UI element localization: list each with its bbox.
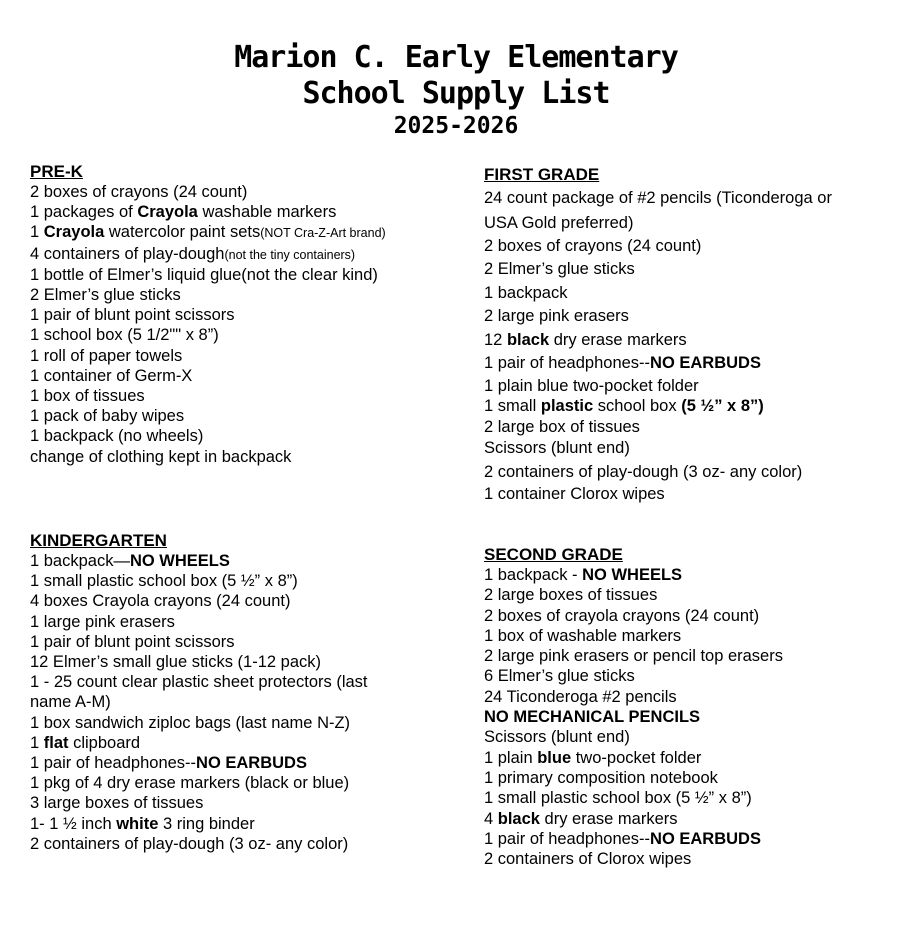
supply-item-emphasis: black	[506, 330, 550, 349]
supply-item	[30, 551, 368, 571]
supply-item-text: USA Gold preferred)	[484, 213, 634, 232]
supply-item-text: 2 Elmer’s glue sticks	[484, 260, 635, 278]
supply-item-text: 1 small plastic school box (5 ½” x 8”)	[484, 789, 752, 808]
supply-item-text: (NOT Cra-Z-Art brand)	[260, 226, 386, 241]
supply-item-text: 1 backpack	[484, 283, 568, 302]
supply-item-text: 2 boxes of crayola crayons (24 count)	[484, 606, 760, 625]
supply-item-text: 2 containers of play-dough (3 oz- any color)	[484, 462, 803, 481]
supply-item	[484, 606, 783, 626]
supply-item-text: 1 box of washable markers	[484, 626, 682, 645]
supply-item	[484, 687, 783, 707]
prek-heading: PRE-K	[30, 162, 83, 181]
supply-item-emphasis: NO WHEELS	[129, 552, 230, 570]
supply-item-text: two-pocket folder	[571, 748, 702, 767]
supply-item-text: 3 ring binder	[158, 814, 255, 833]
supply-item	[30, 202, 386, 222]
supply-item	[30, 612, 368, 632]
supply-item-text: 1 pair of headphones--	[484, 354, 651, 372]
kindergarten-heading: KINDERGARTEN	[30, 531, 167, 550]
supply-item-text: washable markers	[197, 203, 337, 222]
supply-item-emphasis: flat	[43, 733, 69, 752]
supply-item	[484, 305, 832, 329]
supply-item	[30, 346, 386, 366]
supply-item	[484, 646, 783, 666]
supply-item	[30, 632, 368, 652]
first-grade-supply-list	[484, 187, 832, 505]
supply-item-text: 1 box sandwich ziploc bags (last name N-Z)	[30, 713, 351, 732]
supply-item-text: 4	[484, 809, 498, 828]
supply-item	[30, 652, 368, 672]
supply-item-emphasis: plastic	[540, 397, 594, 415]
supply-item-emphasis: white	[116, 814, 159, 833]
supply-item	[30, 713, 368, 733]
supply-item-text: 1 box of tissues	[30, 387, 145, 406]
supply-item-text: 24 count package of #2 pencils (Ticonderoga or	[484, 189, 832, 207]
supply-item-text: 4 containers of play-dough	[30, 244, 225, 263]
supply-item-text: Scissors (blunt end)	[484, 439, 630, 457]
supply-item-text: 1	[30, 733, 44, 752]
second-grade-heading: SECOND GRADE	[484, 545, 623, 564]
supply-item-text: 1 primary composition notebook	[484, 768, 718, 787]
supply-item	[30, 244, 386, 265]
supply-item	[484, 809, 783, 829]
supply-item	[30, 814, 368, 834]
kindergarten-supply-list	[30, 551, 368, 854]
second-grade-supply-list	[484, 565, 783, 869]
supply-item	[30, 265, 386, 285]
prek-section	[30, 162, 386, 467]
supply-item-text: 1 backpack -	[484, 566, 583, 584]
supply-item-text: 1 pair of blunt point scissors	[30, 306, 235, 325]
supply-item-text: 2 boxes of crayons (24 count)	[30, 183, 248, 201]
school-name-title: Marion C. Early Elementary	[234, 40, 678, 75]
supply-item-emphasis: black	[497, 809, 540, 828]
supply-item-text: Scissors (blunt end)	[484, 728, 630, 747]
supply-item-text: 1 school box (5 1/2"" x 8”)	[30, 326, 219, 345]
document-title-block	[0, 40, 912, 140]
supply-item-text: (not the tiny containers)	[224, 247, 356, 262]
supply-item-text: 1 pkg of 4 dry erase markers (black or blue)	[30, 774, 350, 793]
supply-item	[30, 426, 386, 446]
kindergarten-section	[30, 531, 368, 854]
supply-item	[484, 768, 783, 788]
supply-item	[484, 707, 783, 727]
supply-item-text: 1 container of Germ-X	[30, 366, 193, 385]
supply-item-text: 1 - 25 count clear plastic sheet protectors (last	[30, 673, 368, 692]
supply-item-text: clipboard	[68, 733, 141, 752]
supply-item	[30, 591, 368, 611]
supply-item-text: 1 backpack—	[30, 552, 130, 570]
supply-item	[30, 447, 386, 467]
supply-item	[30, 325, 386, 345]
supply-item-text: 1 pair of headphones--	[484, 829, 651, 848]
supply-item-text: 1 large pink erasers	[30, 612, 175, 631]
supply-item	[484, 461, 832, 485]
supply-item	[484, 282, 832, 306]
supply-item	[484, 329, 832, 353]
supply-item-text: school box	[593, 397, 682, 415]
supply-item-text: 1 pack of baby wipes	[30, 407, 185, 426]
supply-item	[30, 285, 386, 305]
supply-item	[484, 211, 832, 235]
supply-item-emphasis: NO EARBUDS	[650, 829, 761, 848]
supply-item-text: 1 bottle of Elmer’s liquid glue(not the clear kind)	[30, 265, 378, 284]
supply-item-text: change of clothing kept in backpack	[30, 447, 292, 466]
prek-supply-list	[30, 182, 386, 467]
supply-item	[484, 484, 832, 505]
supply-item	[30, 753, 368, 773]
supply-item	[484, 235, 832, 259]
supply-item-text: 1 plain blue two-pocket folder	[484, 376, 699, 395]
supply-item-text: 3 large boxes of tissues	[30, 794, 204, 813]
supply-item	[484, 565, 783, 585]
supply-item	[30, 222, 386, 243]
supply-item	[30, 182, 386, 202]
supply-item-text: 2 Elmer’s glue sticks	[30, 286, 181, 305]
supply-item-text: 1 plain	[484, 748, 538, 767]
supply-item-text: 2 large pink erasers or pencil top erasers	[484, 647, 783, 666]
supply-item-emphasis: blue	[537, 748, 572, 767]
second-grade-section	[484, 545, 783, 869]
supply-item	[484, 376, 832, 397]
supply-item-text: watercolor paint sets	[104, 223, 261, 242]
supply-item-emphasis: Crayola	[43, 223, 105, 242]
supply-item	[484, 585, 783, 605]
supply-item-text: dry erase markers	[539, 809, 678, 828]
school-year: 2025-2026	[393, 113, 519, 139]
supply-item-emphasis: NO EARBUDS	[196, 754, 307, 773]
supply-item-text: 2 large box of tissues	[484, 417, 640, 436]
supply-item	[30, 386, 386, 406]
supply-item	[30, 692, 368, 712]
supply-item-emphasis: NO MECHANICAL PENCILS	[484, 708, 701, 727]
supply-item-text: 1 roll of paper towels	[30, 346, 183, 365]
supply-item	[484, 829, 783, 849]
supply-item-text: 1 backpack (no wheels)	[30, 427, 204, 446]
supply-item-text: 1 pair of blunt point scissors	[30, 632, 235, 651]
supply-item-text: 1 container Clorox wipes	[484, 485, 665, 503]
supply-item-emphasis: (5 ½” x 8”)	[681, 397, 764, 415]
supply-item	[30, 773, 368, 793]
supply-item	[484, 396, 832, 417]
supply-item	[484, 258, 832, 282]
supply-item-text: 6 Elmer’s glue sticks	[484, 667, 635, 686]
supply-item-text: 24 Ticonderoga #2 pencils	[484, 687, 677, 706]
supply-item-text: 12 Elmer’s small glue sticks (1-12 pack)	[30, 653, 321, 672]
supply-item	[30, 406, 386, 426]
supply-item	[30, 834, 368, 854]
supply-item-emphasis: NO EARBUDS	[650, 354, 761, 372]
supply-item-text: 2 containers of play-dough (3 oz- any color)	[30, 834, 349, 853]
supply-item	[484, 626, 783, 646]
supply-item	[30, 571, 368, 591]
supply-item	[484, 849, 783, 869]
supply-item	[30, 733, 368, 753]
supply-item	[30, 793, 368, 813]
supply-item-text: 1 small plastic school box (5 ½” x 8”)	[30, 572, 298, 591]
supply-item-text: 2 boxes of crayons (24 count)	[484, 236, 702, 255]
supply-item	[484, 187, 832, 211]
supply-item-text: 1	[30, 223, 44, 242]
supply-item	[484, 352, 832, 376]
supply-item-text: 4 boxes Crayola crayons (24 count)	[30, 592, 291, 611]
supply-item	[30, 366, 386, 386]
supply-item-text: dry erase markers	[549, 330, 687, 349]
supply-list-title: School Supply List	[302, 76, 610, 111]
supply-item-text: 1 small	[484, 397, 541, 415]
supply-item-text: 1 pair of headphones--	[30, 754, 197, 773]
supply-item-text: 1 packages of	[30, 203, 138, 222]
supply-item-text: 12	[484, 330, 507, 349]
supply-item-text: 1- 1 ½ inch	[30, 814, 117, 833]
first-grade-heading: FIRST GRADE	[484, 165, 600, 184]
supply-item	[484, 417, 832, 438]
supply-item	[484, 748, 783, 768]
supply-item-text: 2 large boxes of tissues	[484, 586, 658, 605]
supply-item	[484, 666, 783, 686]
supply-item	[484, 727, 783, 747]
supply-item	[484, 788, 783, 808]
first-grade-section	[484, 165, 832, 505]
supply-item-text: name A-M)	[30, 693, 111, 712]
supply-item	[484, 437, 832, 461]
supply-item-text: 2 containers of Clorox wipes	[484, 850, 692, 869]
supply-item-text: 2 large pink erasers	[484, 307, 629, 325]
supply-item-emphasis: NO WHEELS	[582, 566, 683, 584]
supply-item-emphasis: Crayola	[137, 203, 198, 222]
supply-item	[30, 672, 368, 692]
supply-item	[30, 305, 386, 325]
